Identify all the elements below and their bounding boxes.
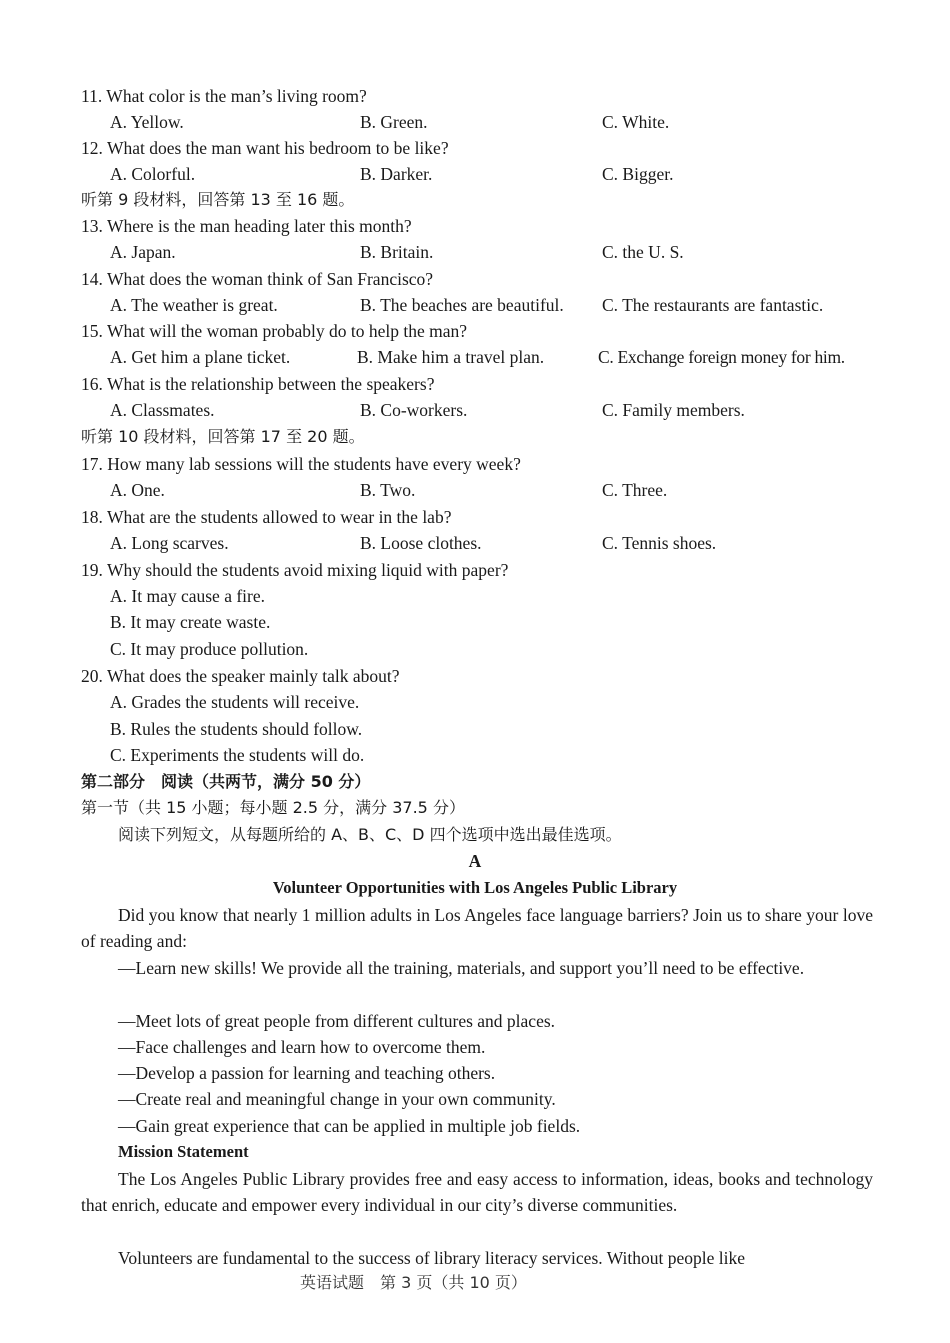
passage-bullet-4: —Develop a passion for learning and teaching others.	[118, 1063, 496, 1083]
q18-option-c: C. Tennis shoes.	[602, 533, 717, 553]
question-14: 14. What does the woman think of San Francisco?	[81, 269, 434, 289]
section-9-instruction: 听第 9 段材料，回答第 13 至 16 题。	[81, 190, 355, 209]
passage-intro: Did you know that nearly 1 million adults in Los Angeles face language barriers? Join us to share your love of reading and:	[81, 905, 873, 952]
q15-option-b: B. Make him a travel plan.	[357, 347, 545, 367]
q17-option-b: B. Two.	[360, 480, 416, 500]
q16-option-b: B. Co-workers.	[360, 400, 468, 420]
passage-bullet-1: —Learn new skills! We provide all the training, materials, and support you’ll need to be effective.	[118, 958, 805, 978]
question-19: 19. Why should the students avoid mixing liquid with paper?	[81, 560, 509, 580]
q19-option-c: C. It may produce pollution.	[110, 639, 309, 659]
q13-option-c: C. the U. S.	[602, 242, 684, 262]
q12-option-b: B. Darker.	[360, 164, 433, 184]
q11-option-b: B. Green.	[360, 112, 428, 132]
q18-option-a: A. Long scarves.	[110, 533, 229, 553]
q15-option-a: A. Get him a plane ticket.	[110, 347, 291, 367]
q16-option-a: A. Classmates.	[110, 400, 215, 420]
q12-option-c: C. Bigger.	[602, 164, 674, 184]
mission-heading: Mission Statement	[118, 1142, 249, 1161]
section-10-instruction: 听第 10 段材料，回答第 17 至 20 题。	[81, 427, 365, 446]
q20-option-b: B. Rules the students should follow.	[110, 719, 363, 739]
question-13: 13. Where is the man heading later this month?	[81, 216, 412, 236]
question-20: 20. What does the speaker mainly talk about?	[81, 666, 400, 686]
passage-title: Volunteer Opportunities with Los Angeles Public Library	[272, 878, 678, 897]
reading-instruction: 阅读下列短文，从每题所给的 A、B、C、D 四个选项中选出最佳选项。	[118, 825, 622, 844]
q16-option-c: C. Family members.	[602, 400, 745, 420]
section1-heading: 第一节（共 15 小题；每小题 2.5 分，满分 37.5 分）	[81, 798, 465, 817]
q19-option-a: A. It may cause a fire.	[110, 586, 265, 606]
q19-option-b: B. It may create waste.	[110, 612, 271, 632]
q17-option-a: A. One.	[110, 480, 165, 500]
passage-letter: A	[468, 851, 482, 871]
q14-option-c: C. The restaurants are fantastic.	[602, 295, 824, 315]
question-18: 18. What are the students allowed to wear in the lab?	[81, 507, 452, 527]
q11-option-c: C. White.	[602, 112, 670, 132]
mission-text: The Los Angeles Public Library provides free and easy access to information, ideas, books and technology that enrich, educate and empower every individual in our city’s diverse communities.	[81, 1169, 873, 1216]
q20-option-a: A. Grades the students will receive.	[110, 692, 360, 712]
part2-heading: 第二部分 阅读（共两节，满分 50 分）	[81, 772, 371, 791]
question-11: 11. What color is the man’s living room?	[81, 86, 367, 106]
question-16: 16. What is the relationship between the speakers?	[81, 374, 435, 394]
question-17: 17. How many lab sessions will the students have every week?	[81, 454, 521, 474]
passage-bullet-6: —Gain great experience that can be applied in multiple job fields.	[118, 1116, 581, 1136]
question-15: 15. What will the woman probably do to help the man?	[81, 321, 468, 341]
q13-option-b: B. Britain.	[360, 242, 434, 262]
q13-option-a: A. Japan.	[110, 242, 176, 262]
q20-option-c: C. Experiments the students will do.	[110, 745, 365, 765]
passage-last-paragraph: Volunteers are fundamental to the success of library literacy services. Without people like	[118, 1248, 745, 1268]
passage-bullet-2: —Meet lots of great people from different cultures and places.	[118, 1011, 556, 1031]
passage-bullet-3: —Face challenges and learn how to overcome them.	[118, 1037, 486, 1057]
q18-option-b: B. Loose clothes.	[360, 533, 482, 553]
q17-option-c: C. Three.	[602, 480, 668, 500]
question-12: 12. What does the man want his bedroom to be like?	[81, 138, 449, 158]
passage-bullet-5: —Create real and meaningful change in your own community.	[118, 1089, 556, 1109]
q12-option-a: A. Colorful.	[110, 164, 196, 184]
q14-option-a: A. The weather is great.	[110, 295, 278, 315]
q14-option-b: B. The beaches are beautiful.	[360, 295, 564, 315]
q15-option-c: C. Exchange foreign money for him.	[598, 347, 845, 367]
footer-cutoff: 英语试题 第 3 页（共 10 页）	[300, 1273, 527, 1292]
q11-option-a: A. Yellow.	[110, 112, 184, 132]
